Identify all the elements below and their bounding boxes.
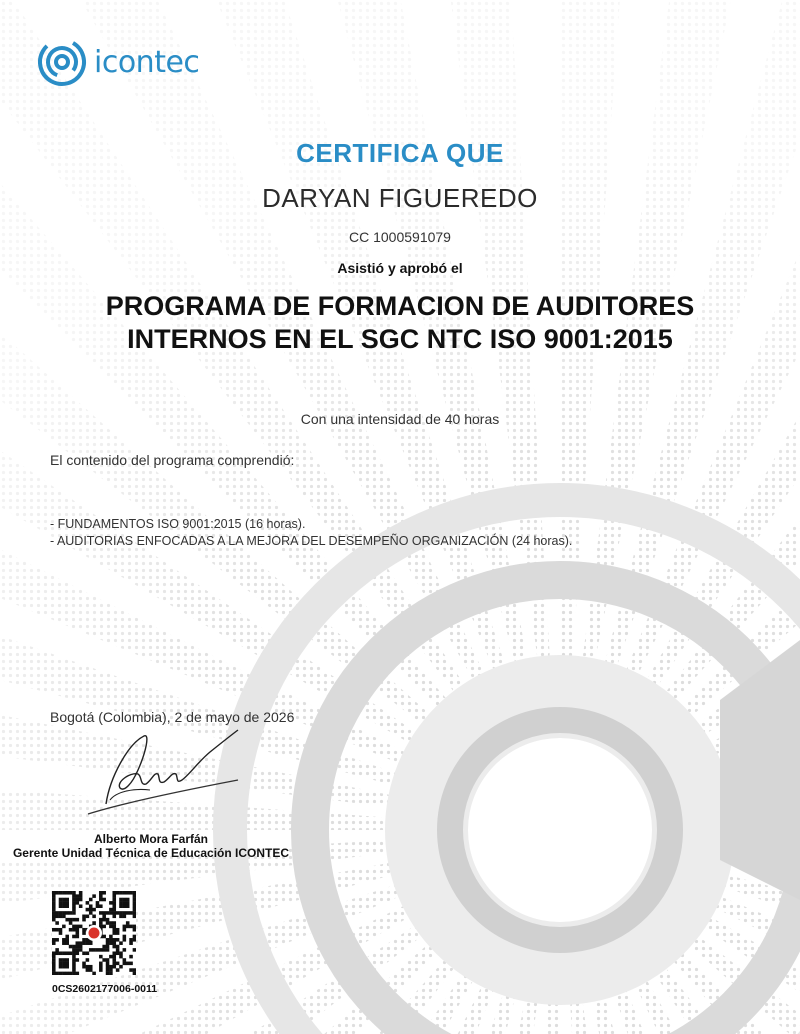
logo-wordmark: icontec	[94, 44, 200, 80]
program-title	[0, 290, 800, 356]
module-item: - FUNDAMENTOS ISO 9001:2015 (16 horas).	[50, 517, 306, 531]
program-title-line: INTERNOS EN EL SGC NTC ISO 9001:2015	[127, 324, 673, 354]
certificate-heading: CERTIFICA QUE	[296, 138, 504, 168]
qr-code-icon[interactable]	[52, 891, 136, 975]
signer-name: Alberto Mora Farfán	[93, 832, 208, 846]
verification-code: 0CS2602177006-0011	[52, 983, 158, 995]
signer-title: Gerente Unidad Técnica de Educación ICONTEC	[12, 846, 290, 860]
content-label: El contenido del programa comprendió:	[50, 452, 295, 468]
icontec-logo	[36, 36, 199, 88]
module-item: - AUDITORIAS ENFOCADAS A LA MEJORA DEL DESEMPEÑO ORGANIZACIÓN (24 horas).	[50, 534, 573, 548]
modules-list	[50, 516, 572, 550]
icontec-concentric-logo-icon	[36, 36, 88, 88]
recipient-id: CC 1000591079	[349, 229, 451, 245]
program-title-line: PROGRAMA DE FORMACION DE AUDITORES	[105, 291, 695, 321]
place-date: Bogotá (Colombia), 2 de mayo de 2026	[50, 709, 295, 725]
recipient-name: DARYAN FIGUEREDO	[262, 183, 538, 213]
approval-text: Asistió y aprobó el	[337, 260, 463, 276]
handwritten-signature	[80, 722, 250, 827]
intensity-text: Con una intensidad de 40 horas	[300, 411, 500, 427]
